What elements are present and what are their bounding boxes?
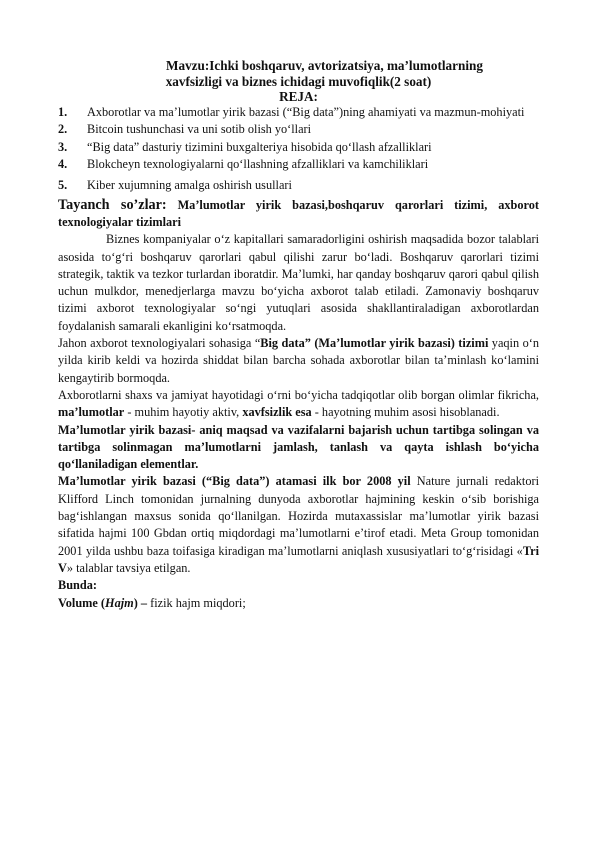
plan-item-1 bbox=[58, 104, 539, 121]
volume-item bbox=[58, 595, 539, 612]
plan-item-text: Kiber xujumning amalga oshirish usullari bbox=[87, 178, 292, 193]
paragraph-2-text-a: Jahon axborot texnologiyalari sohasiga “ bbox=[58, 336, 261, 351]
paragraph-3 bbox=[58, 387, 539, 422]
plan-item-text: Axborotlar va ma’lumotlar yirik bazasi (“Big data”)ning ahamiyati va mazmun-mohiyati bbox=[87, 105, 525, 120]
plan-item-text: Blokcheyn texnologiyalarni qo‘llashning afzalliklari va kamchiliklari bbox=[87, 157, 429, 172]
paragraph-4-definition bbox=[58, 422, 539, 474]
paragraph-3-text-e: - hayotning muhim asosi hisoblanadi. bbox=[311, 405, 500, 420]
big-data-term: Big data” (Ma’lumotlar yirik bazasi) tizimi bbox=[260, 336, 489, 351]
plan-item-number: 1. bbox=[58, 105, 68, 120]
document-page bbox=[58, 58, 539, 612]
paragraph-5 bbox=[58, 473, 539, 577]
bunda-text: Bunda: bbox=[58, 578, 97, 593]
volume-term-hajm: Hajm bbox=[105, 595, 134, 610]
volume-term-a: Volume ( bbox=[58, 595, 106, 610]
plan-item-text: Bitcoin tushunchasi va uni sotib olish yo‘llari bbox=[87, 122, 312, 137]
plan-item-number: 5. bbox=[58, 178, 68, 193]
plan-item-text: “Big data” dasturiy tizimini buxgalteriya hisobida qo‘llash afzalliklari bbox=[87, 139, 432, 154]
paragraph-2-text-c: yaqin o‘n yilda kirib keldi va hozirda shiddat bilan barcha sohada axborotlar bilan ta’minlash ko‘lamini kengaytirib bormoqda. bbox=[58, 336, 539, 385]
paragraph-5-text: Nature jurnali redaktori Klifford Linch tomonidan jurnalning dunyoda axborotlar hajmining keskin o‘sib borishiga bag‘ishlangan maxsus sonida qo‘llanilgan. Hozirda mutaxassislar ma’lumotlar yirik bazasi sifatida hajmi 100 Gbdan ortiq miqdordagi ma’lumotlarni e’tirof etadi. Meta Group tomonidan 2001 yilda ushbu baza toifasiga kiradigan ma’lumotlarni aniqlash xususiyatlari to‘g‘risidagi « bbox=[58, 474, 539, 558]
plan-item-2 bbox=[58, 121, 539, 138]
volume-term-c: ) – bbox=[133, 595, 148, 610]
paragraph-5-bold-lead: Ma’lumotlar yirik bazasi (“Big data”) atamasi ilk bor 2008 yil bbox=[58, 474, 411, 489]
volume-description: fizik hajm miqdori; bbox=[147, 595, 246, 610]
plan-item-number: 3. bbox=[58, 139, 68, 154]
plan-item-4 bbox=[58, 156, 539, 173]
paragraph-3-text-c: - muhim hayotiy aktiv, bbox=[124, 405, 243, 420]
title-line-2: xavfsizligi va biznes ichidagi muvofiqlik(2 soat) bbox=[165, 73, 432, 89]
term-xavfsizlik: xavfsizlik esa bbox=[242, 405, 312, 420]
term-tri-v: Tri V bbox=[58, 543, 539, 575]
paragraph-5-tail: » talablar tavsiya etilgan. bbox=[66, 560, 191, 575]
title-line-1: Mavzu:Ichki boshqaruv, avtorizatsiya, ma’lumotlarning bbox=[166, 58, 483, 73]
key-terms-label: Tayanch so’zlar: bbox=[58, 196, 167, 213]
paragraph-1: Biznes kompaniyalar o‘z kapitallari samaradorligini oshirish maqsadida bozor talablari asosida to‘g‘ri boshqaruv qarorlari qabul qilishi zarur bo‘ladi. Boshqaruv qarorlari tizimi strategik, taktik va tezkor turlardan iboratdir. Ma’lumki, har qanday boshqaruv qarori qabul qilish uchun mulkdor, menedjerlarga mavzu bo‘yicha axborot talab etiladi. Zamonaviy boshqaruv tizimi axborot texnologiyalar so‘ngi yutuqlari asosida shakllantiraladigan axborotlardan foydalanish samarali ekanligini ko‘rsatmoqda. bbox=[58, 232, 539, 333]
term-malumotlar: ma’lumotlar bbox=[58, 405, 125, 420]
plan-item-5 bbox=[58, 177, 539, 194]
key-terms-list: Ma’lumotlar yirik bazasi,boshqaruv qarorlari tizimi, axborot texnologiyalar tizimlari bbox=[58, 197, 539, 229]
plan-item-number: 2. bbox=[58, 122, 68, 137]
plan-item-number: 4. bbox=[58, 157, 68, 172]
document-title bbox=[58, 58, 539, 89]
paragraph-3-text-a: Axborotlarni shaxs va jamiyat hayotidagi o‘rni bo‘yicha tadqiqotlar olib borgan olimlar fikricha, bbox=[58, 387, 539, 402]
plan-heading: REJA: bbox=[279, 89, 318, 105]
bunda-label bbox=[58, 577, 539, 594]
plan-item-3 bbox=[58, 139, 539, 156]
definition-text: Ma’lumotlar yirik bazasi- aniq maqsad va vazifalarni bajarish uchun tartibga solingan va tartibga solinmagan ma’lumotlarni jamlash, tanlash va qayta ishlash bo‘yicha qo‘llaniladigan elementlar. bbox=[58, 422, 539, 472]
paragraph-2 bbox=[58, 335, 539, 387]
key-terms bbox=[58, 197, 539, 232]
